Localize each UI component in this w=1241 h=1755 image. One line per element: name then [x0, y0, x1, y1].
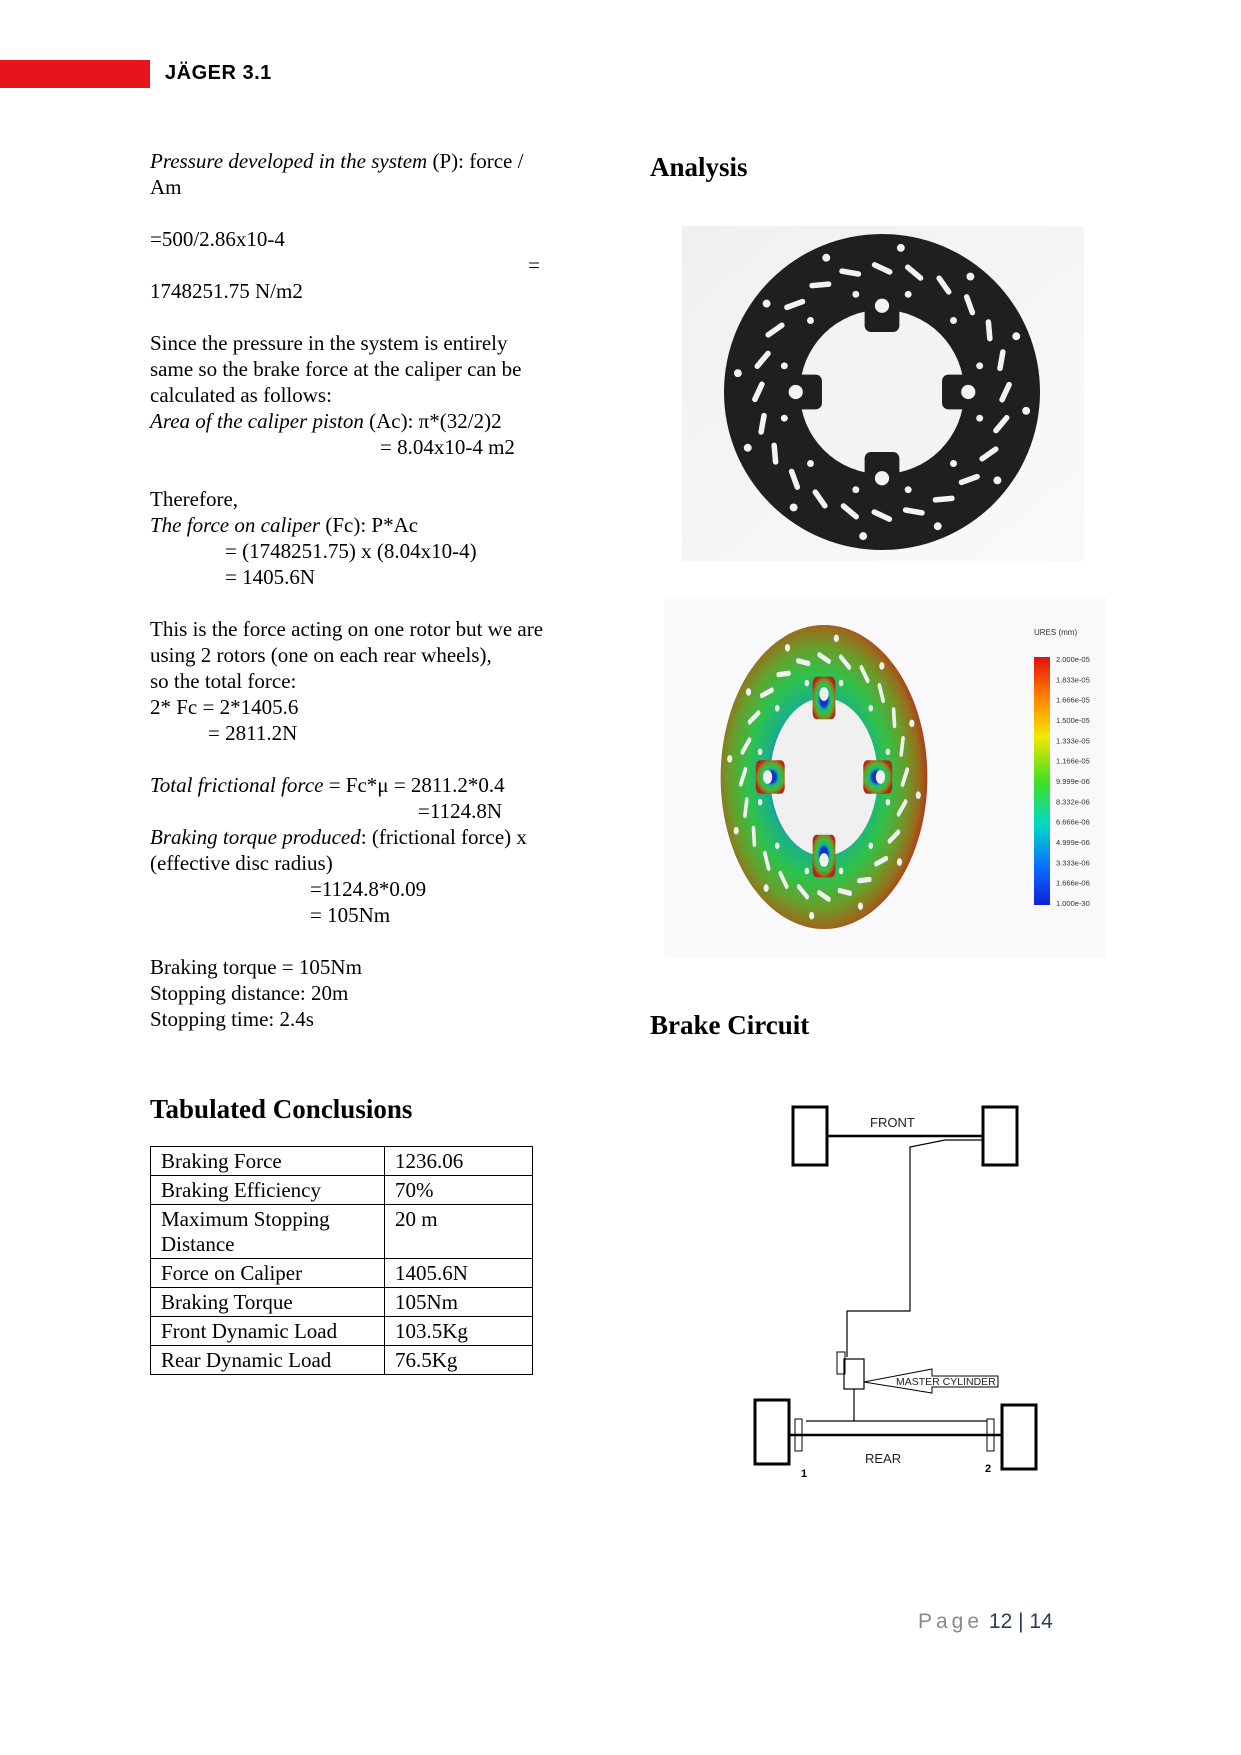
table-key: Maximum Stopping Distance: [151, 1205, 385, 1259]
calculations-column: [150, 148, 590, 1032]
header-red-bar: [0, 60, 150, 88]
rotor-note-3: so the total force:: [150, 669, 297, 693]
legend-tick-label: 1.666e-05: [1056, 695, 1090, 705]
total-force-eq: 2* Fc = 2*1405.6: [150, 695, 299, 719]
page-total: 14: [1029, 1610, 1053, 1633]
rotor-note-2: using 2 rotors (one on each rear wheels),: [150, 643, 492, 667]
legend-title: URES (mm): [1034, 628, 1078, 637]
table-key: Braking Torque: [151, 1288, 385, 1317]
pressure-result: 1748251.75 N/m2: [150, 279, 303, 303]
summary-distance: Stopping distance: 20m: [150, 981, 349, 1005]
legend-tick-label: 2.000e-05: [1056, 655, 1090, 664]
front-label: FRONT: [870, 1115, 915, 1130]
table-row: [151, 1317, 533, 1346]
page-number: 12: [988, 1610, 1013, 1633]
table-row: [151, 1259, 533, 1288]
caliper-force-result: = 1405.6N: [225, 565, 316, 589]
pressure-line-2: Am: [150, 175, 182, 199]
caliper-2-label: 2: [985, 1463, 992, 1475]
document-header-title: JÄGER 3.1: [165, 62, 272, 84]
legend-tick-label: 6.666e-06: [1056, 817, 1090, 827]
total-force-result: = 2811.2N: [208, 721, 298, 745]
legend-color-bar: [1034, 657, 1050, 905]
braking-torque-line-2: (effective disc radius): [150, 851, 333, 875]
table-value: 103.5Kg: [385, 1317, 533, 1346]
analysis-heading: Analysis: [650, 152, 748, 182]
table-value: 76.5Kg: [385, 1346, 533, 1375]
braking-torque-result: = 105Nm: [310, 903, 391, 927]
table-key: Rear Dynamic Load: [151, 1346, 385, 1375]
caliper-area-result: = 8.04x10-4 m2: [380, 435, 515, 459]
frictional-force-line: Total frictional force = Fc*μ = 2811.2*0.4: [150, 773, 505, 797]
page-separator: |: [1018, 1610, 1024, 1633]
legend-tick-label: 1.833e-05: [1056, 675, 1090, 685]
legend-tick-label: 1.000e-30: [1056, 899, 1090, 908]
caliper-area-line: Area of the caliper piston (Ac): π*(32/2)2: [150, 409, 502, 433]
summary-torque: Braking torque = 105Nm: [150, 955, 362, 979]
pressure-note-2: same so the brake force at the caliper can be: [150, 357, 522, 381]
brake-circuit-heading: Brake Circuit: [650, 1010, 810, 1040]
legend-tick-label: 1.666e-06: [1056, 878, 1090, 888]
table-row: [151, 1176, 533, 1205]
page-footer: [918, 1610, 1053, 1634]
master-cylinder: [844, 1359, 864, 1389]
caliper-force-eq: = (1748251.75) x (8.04x10-4): [225, 539, 477, 563]
legend-tick-label: 8.332e-06: [1056, 797, 1090, 807]
page-word: Page: [918, 1610, 984, 1633]
table-value: 20 m: [385, 1205, 533, 1259]
rotor-note-1: This is the force acting on one rotor but we are: [150, 617, 544, 641]
caliper-force-line: The force on caliper (Fc): P*Ac: [150, 513, 419, 537]
front-brake-line: [847, 1140, 983, 1357]
rear-left-wheel: [755, 1400, 789, 1464]
caliper-1-label: 1: [801, 1468, 808, 1480]
braking-torque-eq: =1124.8*0.09: [310, 877, 427, 901]
table-value: 105Nm: [385, 1288, 533, 1317]
pressure-line: Pressure developed in the system (P): force /: [150, 149, 524, 173]
legend-tick-label: 1.500e-05: [1056, 716, 1090, 725]
conclusions-table: [150, 1146, 533, 1375]
front-right-wheel: [983, 1107, 1017, 1165]
table-row: [151, 1288, 533, 1317]
table-key: Braking Efficiency: [151, 1176, 385, 1205]
therefore-text: Therefore,: [150, 487, 239, 511]
disc-displacement-analysis-image: [664, 597, 1106, 957]
rear-brake-line-left: [806, 1389, 854, 1421]
pressure-equation: =500/2.86x10-4: [150, 227, 285, 251]
master-cylinder-label: MASTER CYLINDER: [896, 1376, 996, 1388]
front-left-wheel: [793, 1107, 827, 1165]
table-key: Front Dynamic Load: [151, 1317, 385, 1346]
frictional-force-result: =1124.8N: [418, 799, 502, 823]
table-row: [151, 1205, 533, 1259]
rear-label: REAR: [865, 1451, 902, 1466]
summary-time: Stopping time: 2.4s: [150, 1007, 314, 1031]
table-value: 1236.06: [385, 1147, 533, 1176]
legend-tick-label: 4.999e-06: [1056, 838, 1090, 847]
pressure-note-1: Since the pressure in the system is entirely: [150, 331, 508, 355]
brake-circuit-diagram: [750, 1095, 1070, 1495]
table-value: 70%: [385, 1176, 533, 1205]
pressure-note-3: calculated as follows:: [150, 383, 332, 407]
table-key: Force on Caliper: [151, 1259, 385, 1288]
braking-torque-line: Braking torque produced: (frictional force) x: [150, 825, 527, 849]
brake-disc-model-image: [682, 226, 1084, 561]
legend-tick-label: 1.333e-05: [1056, 736, 1090, 746]
table-row: [151, 1346, 533, 1375]
table-row: [151, 1147, 533, 1176]
legend-tick-label: 9.999e-06: [1056, 777, 1090, 786]
table-value: 1405.6N: [385, 1259, 533, 1288]
legend-tick-label: 3.333e-06: [1056, 858, 1090, 868]
tabulated-conclusions-heading: Tabulated Conclusions: [150, 1094, 413, 1124]
legend-tick-label: 1.166e-05: [1056, 756, 1090, 766]
pressure-equals: =: [528, 253, 540, 277]
table-key: Braking Force: [151, 1147, 385, 1176]
rear-right-wheel: [1002, 1405, 1036, 1469]
